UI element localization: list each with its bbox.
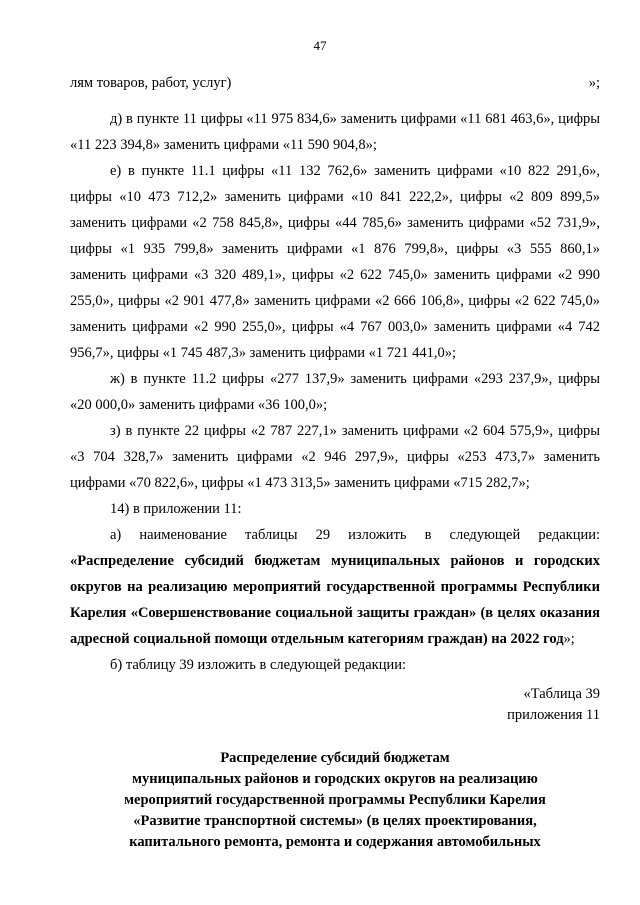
- table-title-line: «Развитие транспортной системы» (в целях проектирования,: [133, 813, 537, 829]
- table-title-line: Распределение субсидий бюджетам: [220, 750, 450, 766]
- paragraph-a-lead: а) наименование таблицы 29 изложить в следующей редакции:: [110, 527, 600, 543]
- table-reference-number: «Таблица 39: [523, 686, 600, 702]
- paragraph-a-title: [70, 548, 600, 652]
- table-29-new-title: «Распределение субсидий бюджетам муниципальных районов и городских округов на реализацию мероприятий государственной программы Республики Карелия «Совершенствование социальной защиты граждан» (в целях оказания адресной социальной помощи отдельным категориям граждан) на 2022 год: [70, 553, 600, 647]
- paragraph-zh: ж) в пункте 11.2 цифры «277 137,9» заменить цифрами «293 237,9», цифры «20 000,0» заменить цифрами «36 100,0»;: [70, 371, 600, 413]
- continued-line-text: лям товаров, работ, услуг): [70, 75, 232, 91]
- table-39-title: [70, 748, 600, 853]
- table-29-title-closing: »;: [563, 631, 575, 647]
- paragraph-d: д) в пункте 11 цифры «11 975 834,6» заменить цифрами «11 681 463,6», цифры «11 223 394,8» заменить цифрами «11 590 904,8»;: [70, 111, 600, 153]
- document-body: [70, 70, 600, 853]
- table-reference-appendix: приложения 11: [507, 707, 600, 723]
- table-title-line: капитального ремонта, ремонта и содержания автомобильных: [129, 834, 541, 850]
- paragraph-z: з) в пункте 22 цифры «2 787 227,1» заменить цифрами «2 604 575,9», цифры «3 704 328,7» заменить цифрами «2 946 297,9», цифры «253 473,7» заменить цифрами «70 822,6», цифры «1 473 313,5» заменить цифрами «715 282,7»;: [70, 423, 600, 491]
- continued-line-closing: »;: [588, 75, 600, 91]
- continued-line: [70, 70, 600, 96]
- page-number: 47: [313, 38, 327, 53]
- table-title-line: муниципальных районов и городских округов на реализацию: [132, 771, 538, 787]
- table-title-line: мероприятий государственной программы Республики Карелия: [124, 792, 546, 808]
- paragraph-b: б) таблицу 39 изложить в следующей редакции:: [110, 657, 407, 673]
- paragraph-e: е) в пункте 11.1 цифры «11 132 762,6» заменить цифрами «10 822 291,6», цифры «10 473 712,2» заменить цифрами «10 841 222,2», цифры «2 809 899,5» заменить цифрами «2 758 845,8», цифры «44 785,6» заменить цифрами «52 731,9», цифры «1 935 799,8» заменить цифрами «1 876 799,8», цифры «3 555 860,1» заменить цифрами «3 320 489,1», цифры «2 622 745,0» заменить цифрами «2 990 255,0», цифры «2 901 477,8» заменить цифрами «2 666 106,8», цифры «2 622 745,0» заменить цифрами «2 990 255,0», цифры «4 767 003,0» заменить цифрами «4 742 956,7», цифры «1 745 487,3» заменить цифрами «1 721 441,0»;: [70, 163, 600, 361]
- paragraph-item-14: 14) в приложении 11:: [110, 501, 242, 517]
- table-reference: [70, 684, 600, 726]
